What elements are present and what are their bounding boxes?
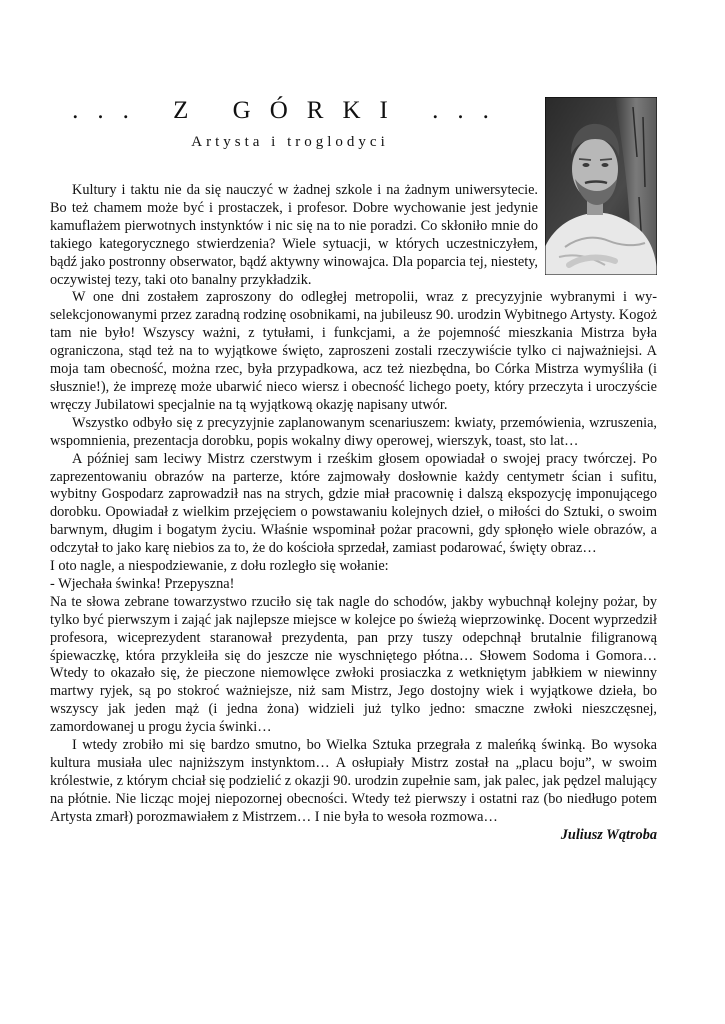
article-paragraph: I wtedy zrobiło mi się bardzo smutno, bo Wielka Sztuka przegrała z maleńką świnką. Bo wysoka kultura musiała ulec najniższym instynktom… A osłupiały Mistrz został na „placu boju”, w swoim królestwie, z którym chciał się podzielić z okazji 90. urodzin zupełnie sam, jak palec, jak pędzel malujący na płótnie. Nie licząc mojej niepozornej obecności. Wtedy też pierwszy i ostatni raz (bo niedługo potem Artysta zmarł) porozmawiałem z Mistrzem… I nie była to wesoła rozmowa…: [50, 737, 657, 825]
article-paragraph: Kultury i taktu nie da się nauczyć w żadnej szkole i na żadnym uniwersytecie. Bo też chamem może być i prostaczek, i profesor. Dobre wychowanie jest jedynie kamuflażem pierwotnych instynktów i nic się na to nie poradzi. Co skłoniło mnie do takiego kategorycznego stwierdzenia? Wiele sytuacji, w których uczestniczyłem, bądź jako postronny obserwator, bądź aktywny winowajca. Dla poparcia tej, niestety, oczywistej tezy, taki oto banalny przykładzik.: [50, 182, 538, 288]
article-body: [50, 182, 657, 845]
article-title: ... Z GÓRKI ...: [72, 97, 508, 124]
article-subtitle: Artysta i troglodyci: [191, 134, 389, 150]
author-signature: Juliusz Wątroba: [560, 826, 657, 843]
article-paragraph: W one dni zostałem zaproszony do odległej metropolii, wraz z precyzyjnie wybranymi i wy-selekcjonowanymi przez zaradną rodzinę osobnikami, na jubileusz 90. urodzin Wybitnego Artysty. Kogoż tam nie było! Wszyscy ważni, z tytułami, i funkcjami, a że pojemność mieszkania Mistrza była ograniczona, stąd też na to wyjątkowe święto, zaproszeni zostali rzeczywiście tylko ci najważniejsi. A moja tam obecność, można rzec, była przypadkowa, acz też niezbędna, bo Córka Mistrza wymyśliła (i słusznie!), że imprezę może ubarwić nieco wiersz i obecność lichego poety, który przeczyta i uroczyście wręczy Jubilatowi specjalnie na tą wyjątkową okazję napisany utwór.: [50, 289, 657, 413]
article-paragraph: Na te słowa zebrane towarzystwo rzuciło się tak nagle do schodów, jakby wybuchnął kolejny pożar, by tylko być pierwszym i zająć jak najlepsze miejsce w kolejce po świeżą wieprzowinkę. Docent wyprzedził profesora, wiceprezydent staranował prezydenta, pan przy tuszy odepchnął brutalnie filigranową śpiewaczkę, która przykleiła się do jeszcze nie wyschniętego płótna… Słowem Sodoma i Gomora… Wtedy to okazało się, że pieczone niemowlęce zwłoki prosiaczka z wetkniętym jabłkiem w niewinny martwy ryjek, są po stokroć ważniejsze, niż sam Mistrz, Jego dostojny wiek i wyjątkowe dzieła, bo wszyscy jak jeden mąż (i jedna żona) widzieli już tylko jedno: smaczne zwłoki nieszczęsnej, zamordowanej u progu życia świnki…: [50, 593, 657, 736]
article-paragraph: - Wjechała świnka! Przepyszna!: [50, 575, 235, 592]
article-paragraph: A później sam leciwy Mistrz czerstwym i rześkim głosem opowiadał o swojej pracy twórczej. Po zaprezentowaniu obrazów na parterze, które zajmowały dosłownie każdy centymetr ścian i sufitu, wybitny Gospodarz zaprowadził nas na strych, gdzie miał pracownię i dalszą ekspozycję imponującego dorobku. Opowiadał z wielkim przejęciem o powstawaniu kolejnych dzieł, o miłości do Sztuki, o swoim barwnym, długim i bogatym życiu. Właśnie wspominał pożar pracowni, gdy spłonęło wiele obrazów, a odczytał to jako karę niebios za to, że do kościoła sprzedał, zamiast podarować, święty obraz…: [50, 450, 657, 557]
article-paragraph: I oto nagle, a niespodziewanie, z dołu rozległo się wołanie:: [50, 558, 389, 575]
article-paragraph: Wszystko odbyło się z precyzyjnie zaplanowanym scenariuszem: kwiaty, przemówienia, wzruszenia, wspomnienia, prezentacja dorobku, popis wokalny diwy operowej, wierszyk, toast, sto lat…: [50, 414, 657, 449]
